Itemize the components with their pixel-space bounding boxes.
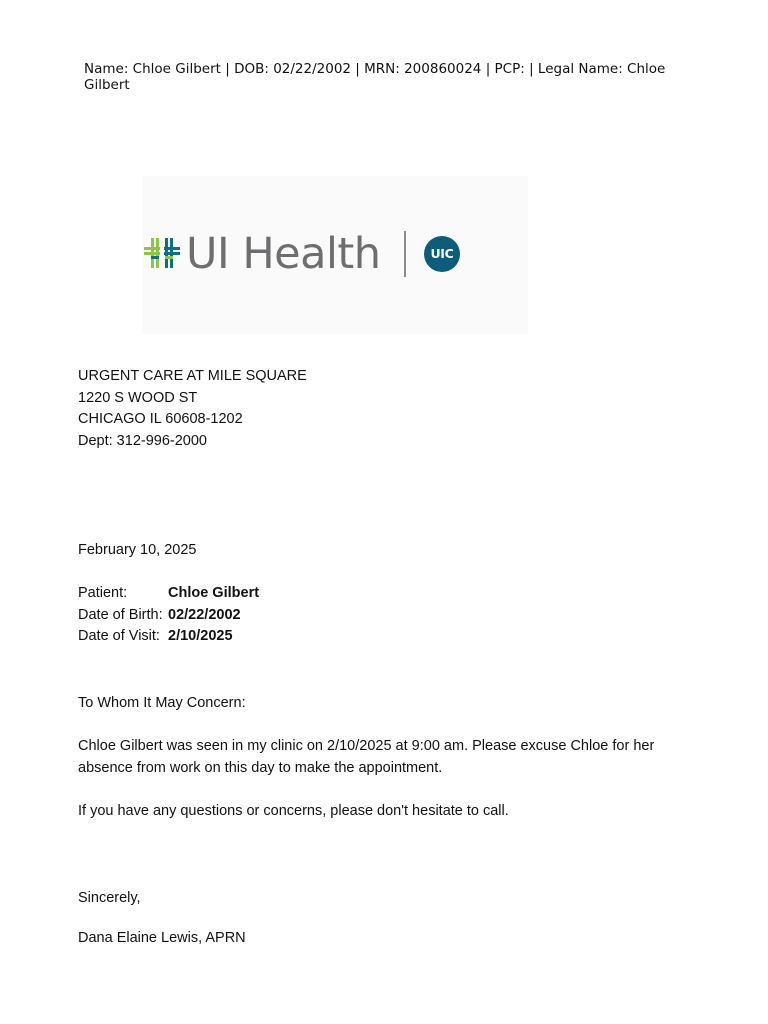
closing: Sincerely,	[78, 890, 141, 906]
clinic-street: 1220 S WOOD ST	[78, 389, 198, 406]
clinic-address	[78, 366, 307, 452]
table-row	[76, 626, 261, 648]
table-row	[76, 583, 261, 605]
dob-label: Date of Birth:	[78, 606, 163, 623]
visit-date-value: 2/10/2025	[168, 628, 233, 644]
contact-paragraph: If you have any questions or concerns, please don't hesitate to call.	[78, 803, 509, 819]
letter-date: February 10, 2025	[78, 542, 197, 558]
clinic-city: CHICAGO IL 60608-1202	[78, 411, 243, 427]
logo-divider	[404, 231, 406, 277]
salutation: To Whom It May Concern:	[78, 695, 246, 711]
patient-header-line: Name: Chloe Gilbert | DOB: 02/22/2002 | MRN: 200860024 | PCP: | Legal Name: Chloe Gilbert	[84, 61, 666, 93]
uic-badge-icon: UIC	[424, 236, 460, 272]
ui-health-logo	[142, 176, 528, 334]
dob-value: 02/22/2002	[168, 606, 241, 623]
patient-label: Patient:	[78, 585, 128, 601]
logo-brand-text: UI Health	[186, 229, 381, 279]
health-cross-icon	[144, 235, 180, 271]
clinic-name: URGENT CARE AT MILE SQUARE	[78, 368, 307, 384]
visit-date-label: Date of Visit:	[78, 628, 160, 644]
table-row	[76, 605, 261, 627]
clinic-phone: Dept: 312-996-2000	[78, 432, 207, 449]
patient-info-table	[76, 583, 261, 648]
signature: Dana Elaine Lewis, APRN	[78, 930, 246, 946]
excuse-paragraph: Chloe Gilbert was seen in my clinic on 2/10/2025 at 9:00 am. Please excuse Chloe for her absence from work on this day to make the appointment.	[78, 738, 655, 776]
patient-value: Chloe Gilbert	[168, 585, 260, 601]
